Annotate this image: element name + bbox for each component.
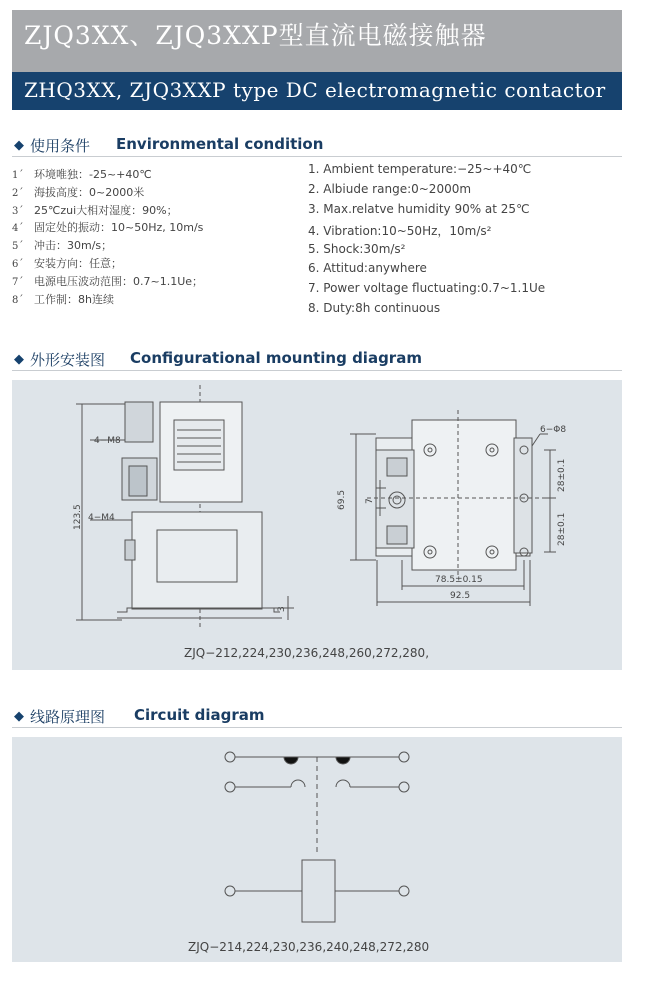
- dim-label-92-5: 92.5: [450, 591, 471, 601]
- dim-label-base: 3: [277, 606, 287, 612]
- dim-label-holes: 6−Φ8: [540, 425, 567, 435]
- list-item: 1ˊ 环境唯独：-25~+40℃: [12, 168, 152, 181]
- page-title-cn: ZJQ3XX、ZJQ3XXP型直流电磁接触器: [12, 10, 622, 72]
- dim-label-78-5: 78.5±0.15: [435, 575, 483, 585]
- section-divider: [12, 156, 622, 157]
- list-item: 6. Attitud:anywhere: [308, 261, 427, 276]
- circuit-caption: ZJQ−214,224,230,236,240,248,272,280: [188, 940, 430, 954]
- diamond-bullet-icon: ◆: [14, 709, 24, 724]
- list-item: 7ˊ 电源电压波动范围：0.7~1.1Ue；: [12, 274, 204, 288]
- list-item: 1. Ambient temperature:−25~+40℃: [308, 162, 532, 176]
- section-title-en: Circuit diagram: [134, 706, 265, 724]
- section-title-en: Configurational mounting diagram: [130, 349, 422, 367]
- section-heading-circuit: [12, 706, 622, 726]
- list-item: 7. Power voltage fluctuating:0.7~1.1Ue: [308, 281, 546, 296]
- circuit-diagram: [12, 737, 622, 962]
- section-title-cn: 使用条件: [30, 137, 91, 155]
- list-item: 5ˊ 冲击：30m/s；: [12, 239, 113, 253]
- mounting-caption: ZJQ−212,224,230,236,248,260,272,280,: [184, 646, 430, 660]
- section-title-cn: 外形安装图: [30, 351, 106, 369]
- section-heading-mounting: [12, 349, 622, 369]
- list-item: 2. Albiude range:0~2000m: [308, 181, 472, 196]
- dim-label-m4: 4−M4: [88, 513, 115, 523]
- diamond-bullet-icon: ◆: [14, 138, 24, 153]
- dim-label-7: 7: [365, 498, 375, 504]
- mounting-diagram-panel: [12, 380, 622, 670]
- section-heading-environmental: [12, 135, 622, 155]
- circuit-diagram-panel: [12, 737, 622, 962]
- page-title-en: ZHQ3XX, ZJQ3XXP type DC electromagnetic contactor: [12, 72, 622, 110]
- mounting-diagram: [12, 380, 622, 670]
- list-item: 5. Shock:30m/s²: [308, 241, 406, 256]
- dim-label-28-upper: 28±0.1: [557, 458, 567, 492]
- list-item: 6ˊ 安装方向：任意；: [12, 256, 122, 270]
- section-title-en: Environmental condition: [116, 135, 324, 153]
- conditions-list-en: [308, 162, 545, 321]
- dim-label-height-69-5: 69.5: [337, 489, 347, 510]
- section-title-cn: 线路原理图: [30, 708, 106, 726]
- list-item: 8. Duty:8h continuous: [308, 301, 441, 316]
- dim-label-height: 123.5: [73, 504, 83, 530]
- dim-label-m8: 4−M8: [94, 436, 121, 446]
- conditions-list-cn: [12, 166, 203, 308]
- list-item: 4. Vibration:10~50Hz，10m/s²: [308, 223, 492, 238]
- dim-label-28-lower: 28±0.1: [557, 512, 567, 546]
- diamond-bullet-icon: ◆: [14, 352, 24, 367]
- section-divider: [12, 727, 622, 728]
- section-divider: [12, 370, 622, 371]
- list-item: 8ˊ 工作制：8h连续: [12, 292, 114, 306]
- list-item: 3. Max.relatve humidity 90% at 25℃: [308, 201, 530, 216]
- list-item: 3ˊ 25℃zui大相对湿度：90%；: [12, 203, 178, 217]
- list-item: 2ˊ 海拔高度：0~2000米: [12, 185, 145, 199]
- list-item: 4ˊ 固定处的振动：10~50Hz, 10m/s: [12, 221, 204, 235]
